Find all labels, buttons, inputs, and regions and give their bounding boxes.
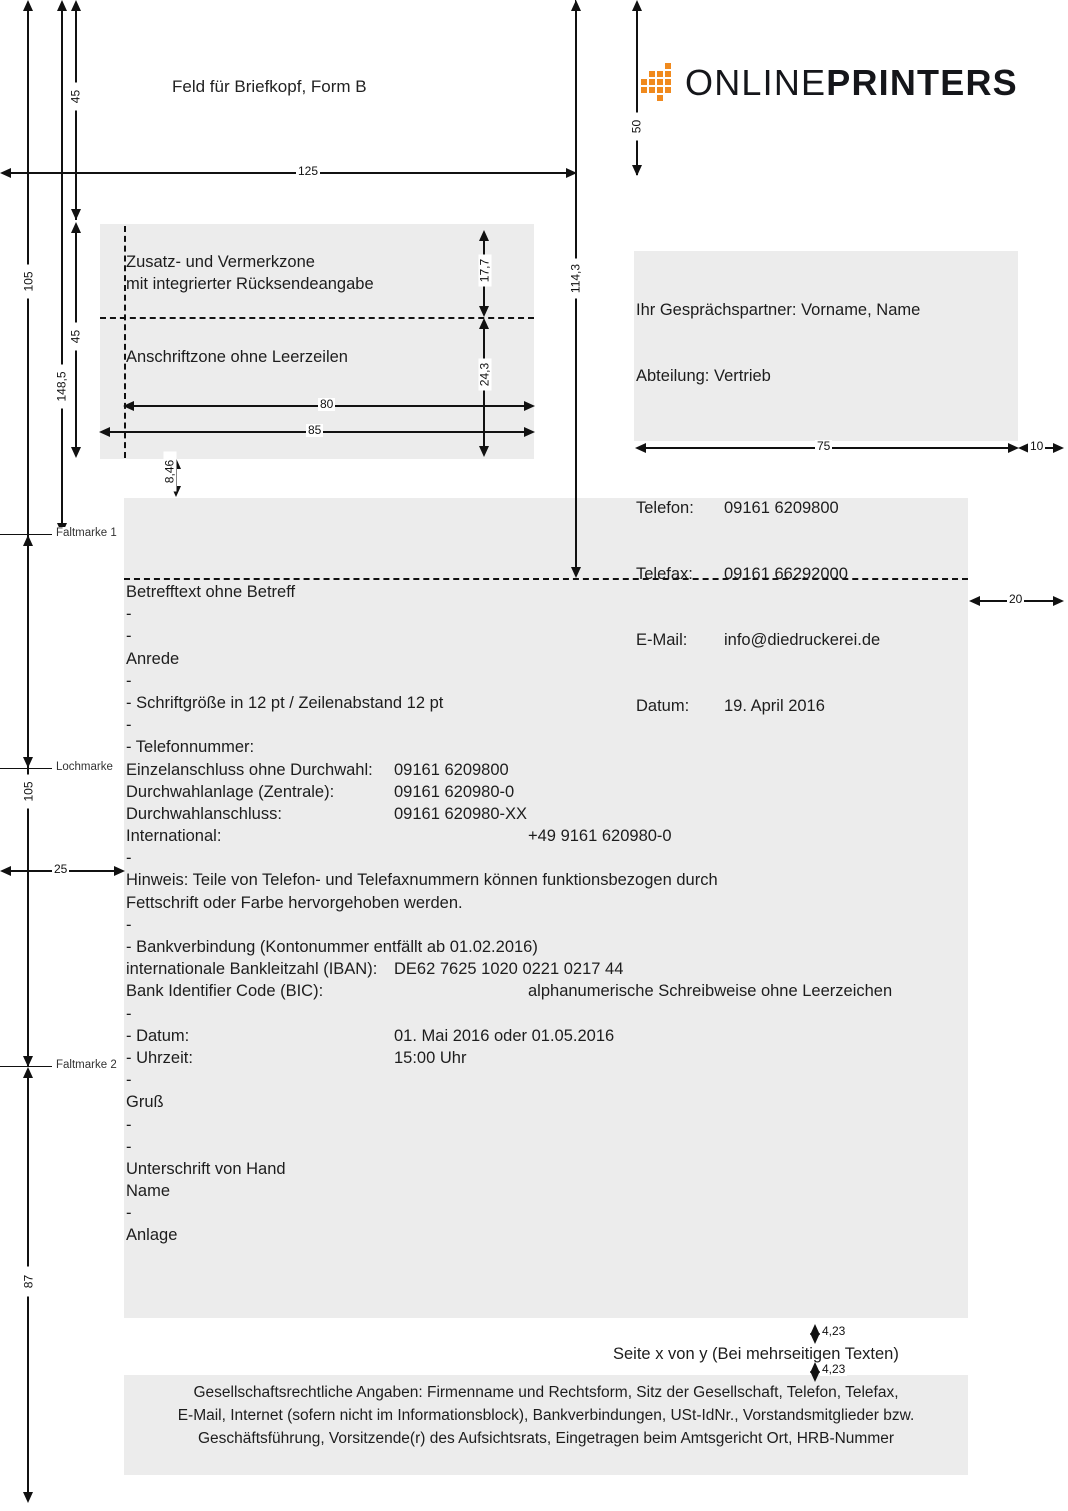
body-line-label: Einzelanschluss ohne Durchwahl: xyxy=(126,760,373,779)
dim-label-24-3: 24,3 xyxy=(479,359,492,391)
body-line-value: 09161 620980-0 xyxy=(394,782,515,801)
dim-arrow-4-23-top-down xyxy=(810,1333,820,1344)
dim-arrow-45-top-up xyxy=(71,0,81,11)
body-line-label: - Uhrzeit: xyxy=(126,1048,193,1067)
dim-arrow-75-left xyxy=(635,443,646,453)
zusatz-line-2: mit integrierter Rücksendeangabe xyxy=(126,275,374,293)
dim-label-4-23-top: 4,23 xyxy=(822,1324,846,1338)
body-line: Betrefftext ohne Betreff xyxy=(126,583,296,601)
dim-arrow-45-top-down xyxy=(71,209,81,220)
dim-label-75: 75 xyxy=(817,439,831,453)
body-line-label: Durchwahlanschluss: xyxy=(126,804,282,823)
body-line-value: 01. Mai 2016 oder 01.05.2016 xyxy=(394,1026,615,1045)
body-line-label: Bank Identifier Code (BIC): xyxy=(126,982,324,1001)
dim-arrow-125-left xyxy=(0,168,11,178)
dim-line-148-5 xyxy=(61,8,63,534)
body-line xyxy=(126,980,892,1002)
info-spacer xyxy=(636,431,920,453)
dim-arrow-80-left xyxy=(123,401,134,411)
dim-line-50 xyxy=(636,8,638,175)
body-line-label: International: xyxy=(126,827,222,846)
body-line: - Bankverbindung (Kontonummer entfällt ab 01.02.2016) xyxy=(126,938,538,956)
body-line xyxy=(126,958,892,980)
dim-arrow-105-lower-down xyxy=(23,1056,33,1067)
dim-arrow-4-23-bottom-down xyxy=(810,1371,820,1382)
body-line: Anlage xyxy=(126,1226,178,1245)
dim-arrow-24-3-down xyxy=(479,446,489,457)
dim-arrow-85-left xyxy=(99,427,110,437)
dim-arrow-105-lower-up xyxy=(23,535,33,546)
dim-label-105-top: 105 xyxy=(23,265,36,299)
dim-arrow-10-right xyxy=(1053,443,1064,453)
body-line: - xyxy=(126,605,132,624)
dim-label-17-7: 17,7 xyxy=(479,255,492,287)
body-line: - xyxy=(126,1204,132,1223)
zusatz-vermerkzone-label xyxy=(126,251,374,295)
body-line-label: Durchwahlanlage (Zentrale): xyxy=(126,782,335,801)
info-label-telefax: Telefax: xyxy=(636,565,693,583)
lochmarke-label: Lochmarke xyxy=(53,761,116,774)
body-line: - xyxy=(126,716,132,735)
body-line-value: +49 9161 620980-0 xyxy=(528,827,672,846)
logo-dot-mark xyxy=(641,67,671,99)
body-line xyxy=(126,781,892,803)
faltmarke-2-label: Faltmarke 2 xyxy=(53,1059,120,1072)
dim-arrow-148-5-up xyxy=(57,0,67,11)
body-line-label: internationale Bankleitzahl (IBAN): xyxy=(126,960,378,979)
legal-line-3: Geschäftsführung, Vorsitzende(r) des Aufsichtsrats, Eingetragen beim Amtsgericht Ort, HRB-Nummer xyxy=(197,1430,895,1447)
dim-label-148-5: 148,5 xyxy=(56,365,69,409)
body-line: - xyxy=(126,1004,132,1023)
address-zone-split-guide xyxy=(100,317,534,319)
dim-arrow-50-up xyxy=(632,0,642,11)
dim-arrow-17-7-down xyxy=(479,306,489,317)
legal-footer-text xyxy=(124,1381,968,1450)
body-line xyxy=(126,803,892,825)
dim-label-45-top: 45 xyxy=(70,83,83,111)
anschriftzone-label: Anschriftzone ohne Leerzeilen xyxy=(126,348,348,366)
dim-arrow-87-down xyxy=(23,1492,33,1503)
body-line: Unterschrift von Hand xyxy=(126,1159,286,1178)
legal-line-2: E-Mail, Internet (sofern nicht im Informationsblock), Bankverbindungen, USt-IdNr., Vorstandsmitglieder bzw. xyxy=(177,1407,915,1424)
body-line: - xyxy=(126,1115,132,1134)
logo-word-printers: PRINTERS xyxy=(826,62,1018,103)
body-line: Hinweis: Teile von Telefon- und Telefaxnummern können funktionsbezogen durch xyxy=(126,871,718,890)
legal-line-1: Gesellschaftsrechtliche Angaben: Firmenname und Rechtsform, Sitz der Gesellschaft, Telefon, Telefax, xyxy=(193,1384,899,1401)
dim-arrow-105-top-up xyxy=(23,0,33,11)
body-line xyxy=(126,1047,892,1069)
faltmarke-1-label: Faltmarke 1 xyxy=(53,527,120,540)
body-line-value: 15:00 Uhr xyxy=(394,1048,467,1067)
dim-line-45-top xyxy=(75,8,77,220)
info-label-email: E-Mail: xyxy=(636,631,688,649)
info-department: Abteilung: Vertrieb xyxy=(636,367,771,385)
info-value-telefax: 09161 66292000 xyxy=(724,565,848,583)
dim-label-80: 80 xyxy=(320,397,334,411)
dim-arrow-50-down xyxy=(632,165,642,176)
info-value-datum: 19. April 2016 xyxy=(724,697,825,715)
dim-label-20: 20 xyxy=(1009,592,1023,606)
body-line: - Telefonnummer: xyxy=(126,738,255,757)
letter-body-text xyxy=(126,581,892,1247)
dim-arrow-20-left xyxy=(969,596,980,606)
dim-arrow-87-up xyxy=(23,1067,33,1078)
info-row-telefon xyxy=(636,497,920,519)
info-contact: Ihr Gesprächspartner: Vorname, Name xyxy=(636,301,921,319)
body-line: Name xyxy=(126,1182,171,1201)
dim-arrow-20-right xyxy=(1053,596,1064,606)
dim-arrow-25-left xyxy=(0,866,11,876)
logo-wordmark xyxy=(685,62,1018,104)
body-line-value: 09161 6209800 xyxy=(394,760,509,779)
dim-label-50: 50 xyxy=(631,113,644,141)
dim-label-45-mid: 45 xyxy=(70,323,83,351)
body-line: - xyxy=(126,1071,132,1090)
dim-arrow-80-right xyxy=(524,401,535,411)
dim-label-4-23-bottom: 4,23 xyxy=(822,1362,846,1376)
body-line: Fettschrift oder Farbe hervorgehoben werden. xyxy=(126,893,463,912)
dim-arrow-45-mid-down xyxy=(71,447,81,458)
dim-arrow-45-mid-up xyxy=(71,222,81,233)
dim-arrow-114-3-down xyxy=(571,567,581,578)
dim-label-105-lower: 105 xyxy=(23,775,36,809)
body-line: Gruß xyxy=(126,1093,164,1112)
dim-arrow-114-3-up xyxy=(571,0,581,11)
betreff-guide-line xyxy=(124,578,968,580)
dim-line-125 xyxy=(10,172,568,174)
info-label-telefon: Telefon: xyxy=(636,499,694,517)
info-label-datum: Datum: xyxy=(636,697,690,715)
zusatz-line-1: Zusatz- und Vermerkzone xyxy=(126,253,315,271)
address-zone-left-guide xyxy=(124,226,126,458)
body-line: - xyxy=(126,915,132,934)
body-line xyxy=(126,1025,892,1047)
body-line: - xyxy=(126,849,132,868)
dim-label-114-3: 114,3 xyxy=(570,259,583,299)
info-value-telefon: 09161 6209800 xyxy=(724,499,839,517)
dim-label-87: 87 xyxy=(23,1267,36,1297)
body-line-value: 09161 620980-XX xyxy=(394,804,528,823)
body-line-value: alphanumerische Schreibweise ohne Leerzeichen xyxy=(528,982,893,1001)
onlineprinters-logo xyxy=(641,62,1018,104)
dim-label-85: 85 xyxy=(308,423,322,437)
body-line xyxy=(126,825,892,847)
body-line: - Schriftgröße in 12 pt / Zeilenabstand 12 pt xyxy=(126,693,444,712)
logo-word-online: ONLINE xyxy=(685,62,827,103)
body-line: Anrede xyxy=(126,649,180,668)
info-value-email: info@diedruckerei.de xyxy=(724,631,881,649)
dim-arrow-17-7-up xyxy=(479,230,489,241)
dim-arrow-25-right xyxy=(114,866,125,876)
dim-arrow-85-right xyxy=(524,427,535,437)
page-number-line: Seite x von y (Bei mehrseitigen Texten) xyxy=(613,1345,899,1363)
body-line: - xyxy=(126,1137,132,1156)
dim-label-25: 25 xyxy=(54,862,68,876)
body-line xyxy=(126,759,892,781)
body-line-label: - Datum: xyxy=(126,1026,190,1045)
dim-arrow-24-3-up xyxy=(479,318,489,329)
lochmarke-rule xyxy=(0,768,52,769)
body-line: - xyxy=(126,671,132,690)
dim-label-125: 125 xyxy=(298,164,319,178)
body-line-value: DE62 7625 1020 0221 0217 44 xyxy=(394,960,624,979)
page-title: Feld für Briefkopf, Form B xyxy=(172,77,367,96)
dim-label-10: 10 xyxy=(1030,439,1044,453)
body-line: - xyxy=(126,627,132,646)
dim-label-8-46: 8,46 xyxy=(164,452,177,492)
